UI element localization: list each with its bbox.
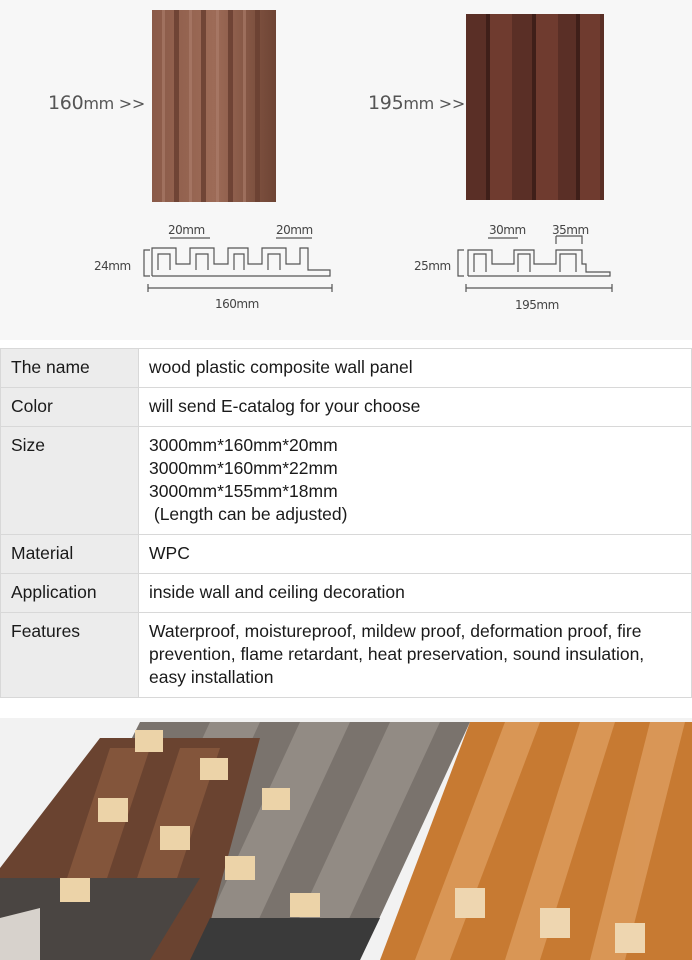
table-row (1, 388, 692, 427)
profile-cross-section-160 (130, 234, 340, 298)
size-note: (Length can be adjusted) (149, 504, 348, 524)
size-line: 3000mm*160mm*20mm (149, 435, 338, 455)
features-line: Waterproof, moistureproof, mildew proof, deformation proof, fire (149, 621, 642, 641)
product-photo (0, 718, 692, 960)
spec-key: The name (1, 349, 139, 388)
profile-cross-section-195 (452, 234, 616, 298)
profile-dim-top-right: 20mm (276, 223, 313, 237)
spec-key: Size (1, 427, 139, 535)
panel-image-195 (466, 14, 604, 200)
spec-value (139, 613, 692, 698)
profile-dim-top-right: 35mm (552, 223, 589, 237)
size-line: 3000mm*160mm*22mm (149, 458, 338, 478)
table-row (1, 535, 692, 574)
profile-dim-height: 25mm (414, 259, 451, 273)
profile-dim-top-left: 20mm (168, 223, 205, 237)
spec-value: wood plastic composite wall panel (139, 349, 692, 388)
profile-dim-height: 24mm (94, 259, 131, 273)
table-row (1, 349, 692, 388)
panel-image-160 (152, 10, 276, 202)
spec-value: inside wall and ceiling decoration (139, 574, 692, 613)
profile-dim-width: 195mm (515, 298, 559, 312)
profile-dim-width: 160mm (215, 297, 259, 311)
table-row (1, 613, 692, 698)
spec-table (0, 348, 692, 698)
product-diagram-section (0, 0, 692, 340)
table-row (1, 574, 692, 613)
table-row (1, 427, 692, 535)
spec-key: Features (1, 613, 139, 698)
panel-width-label: 160mm >> (48, 92, 145, 114)
spec-key: Material (1, 535, 139, 574)
spec-key: Color (1, 388, 139, 427)
profile-dim-top-left: 30mm (489, 223, 526, 237)
features-line: prevention, flame retardant, heat preservation, sound insulation, (149, 644, 645, 664)
spec-key: Application (1, 574, 139, 613)
spec-value (139, 427, 692, 535)
size-line: 3000mm*155mm*18mm (149, 481, 338, 501)
spec-value: will send E-catalog for your choose (139, 388, 692, 427)
panel-width-label: 195mm >> (368, 92, 465, 114)
features-line: easy installation (149, 667, 274, 687)
spec-value: WPC (139, 535, 692, 574)
